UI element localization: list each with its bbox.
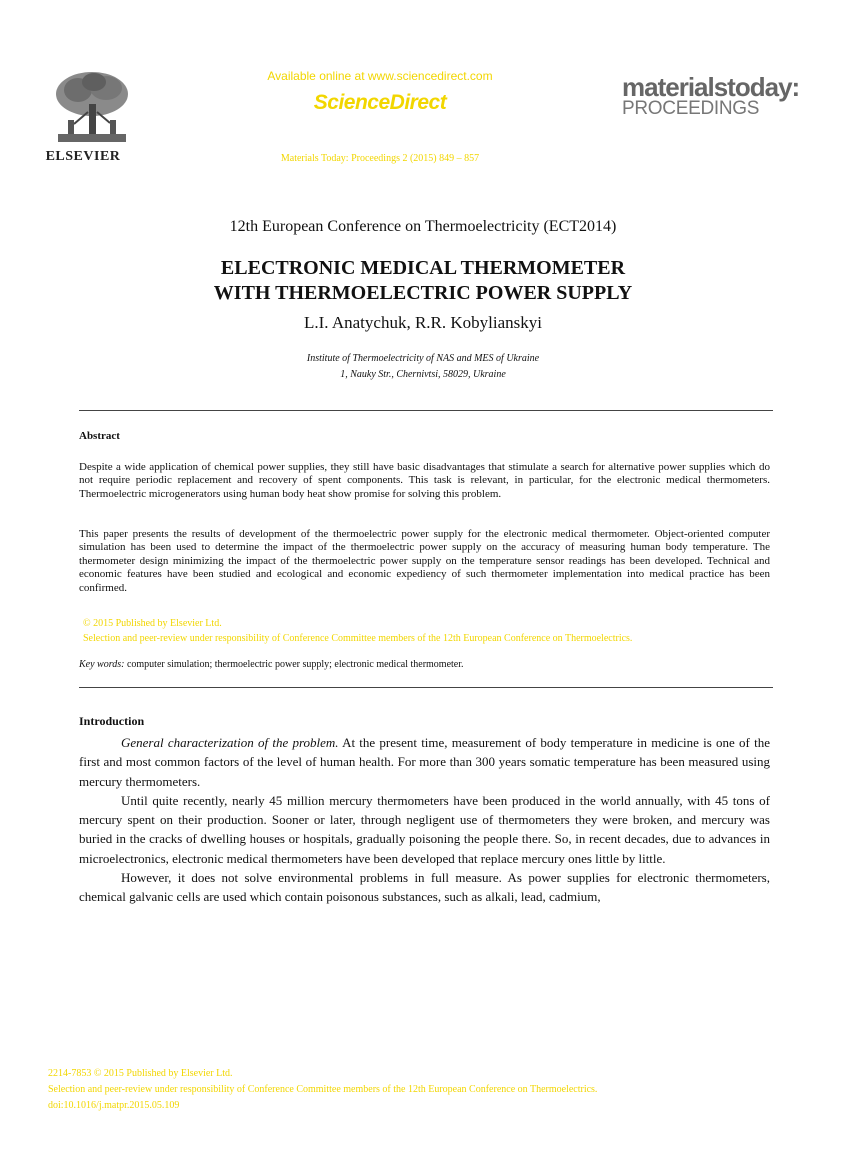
paper-title-line1: ELECTRONIC MEDICAL THERMOMETER	[220, 257, 626, 279]
peer-review-notice: Selection and peer-review under responsibility of Conference Committee members of the 12th European Conference on Thermoelectrics.	[83, 633, 633, 644]
intro-p1-text: At the present time, measurement of body temperature in medicine is one of the first and most common factors of the level of human health. For more than 300 years somatic temperature has been measured using mercury thermometers.	[79, 735, 770, 789]
conference-name: 12th European Conference on Thermoelectricity (ECT2014)	[229, 218, 617, 235]
journal-logo-line1: materialstoday:	[622, 72, 800, 102]
affiliation-line1: Institute of Thermoelectricity of NAS and MES of Ukraine	[306, 353, 540, 364]
intro-p3-text: However, it does not solve environmental problems in full measure. As power supplies for electronic thermometers, chemical galvanic cells are used which contain poisonous substances, such as alkali, lead, cadmium,	[79, 870, 770, 905]
keywords-text: computer simulation; thermoelectric power supply; electronic medical thermometer.	[126, 659, 464, 670]
abstract-heading: Abstract	[79, 430, 120, 442]
keywords-label: Key words:	[79, 659, 125, 670]
copyright-notice: © 2015 Published by Elsevier Ltd.	[83, 618, 222, 629]
footer-doi[interactable]: doi:10.1016/j.matpr.2015.05.109	[48, 1100, 180, 1111]
footer-peer-review: Selection and peer-review under responsibility of Conference Committee members of the 12th European Conference on Thermoelectrics.	[48, 1084, 598, 1095]
sciencedirect-brand: ScienceDirect	[313, 91, 447, 114]
intro-paragraph-1	[79, 733, 770, 791]
divider-top	[79, 410, 773, 411]
footer-issn: 2214-7853 © 2015 Published by Elsevier Ltd.	[48, 1068, 233, 1079]
intro-paragraph-3	[79, 868, 770, 907]
elsevier-tree-logo	[50, 68, 134, 146]
journal-reference: Materials Today: Proceedings 2 (2015) 849 – 857	[280, 153, 480, 164]
introduction-heading: Introduction	[79, 714, 145, 728]
divider-bottom	[79, 687, 773, 688]
intro-p1-italic: General characterization of the problem.	[121, 735, 339, 750]
intro-paragraph-2	[79, 791, 770, 868]
journal-logo-line2: PROCEEDINGS	[622, 98, 760, 119]
intro-p2-text: Until quite recently, nearly 45 million mercury thermometers have been produced in the world annually, with 45 tons of mercury spent on their production. Sooner or later, through negligent use of thermometers they were broken, and mercury was buried in the cracks of dwelling houses or hospitals, gradually poisoning the people there. So, in recent decades, due to advances in microelectronics, electronic medical thermometers have been developed that replace mercury ones little by little.	[79, 792, 770, 866]
introduction-body	[79, 733, 770, 907]
authors: L.I. Anatychuk, R.R. Kobylianskyi	[304, 313, 542, 332]
paper-title-line2: WITH THERMOELECTRIC POWER SUPPLY	[213, 282, 633, 304]
abstract-paragraph-1: Despite a wide application of chemical power supplies, they still have basic disadvantages that stimulate a search for alternative power supplies which do not require periodic replacement and recovery of spent components. This task is relevant, in particular, for the electronic medical thermometers. Thermoelectric microgenerators using human body heat show promise for solving this problem.	[79, 461, 770, 500]
keywords	[79, 659, 464, 670]
affiliation-line2: 1, Nauky Str., Chernivtsi, 58029, Ukraine	[340, 369, 506, 380]
abstract-paragraph-2: This paper presents the results of development of the thermoelectric power supply for the electronic medical thermometer. Object-oriented computer simulation has been used to determine the impact of the thermoelectric power supply on the accuracy of measuring human body temperature. The thermometer design minimizing the impact of the thermoelectric power supply on the temperature sensor readings has been developed. Technical and economic features have been studied and ecological and economic expediency of such thermometer implementation into medical practice has been confirmed.	[79, 528, 770, 594]
publisher-logo-text: ELSEVIER	[45, 149, 121, 164]
available-online-link[interactable]: Available online at www.sciencedirect.com	[267, 69, 493, 83]
